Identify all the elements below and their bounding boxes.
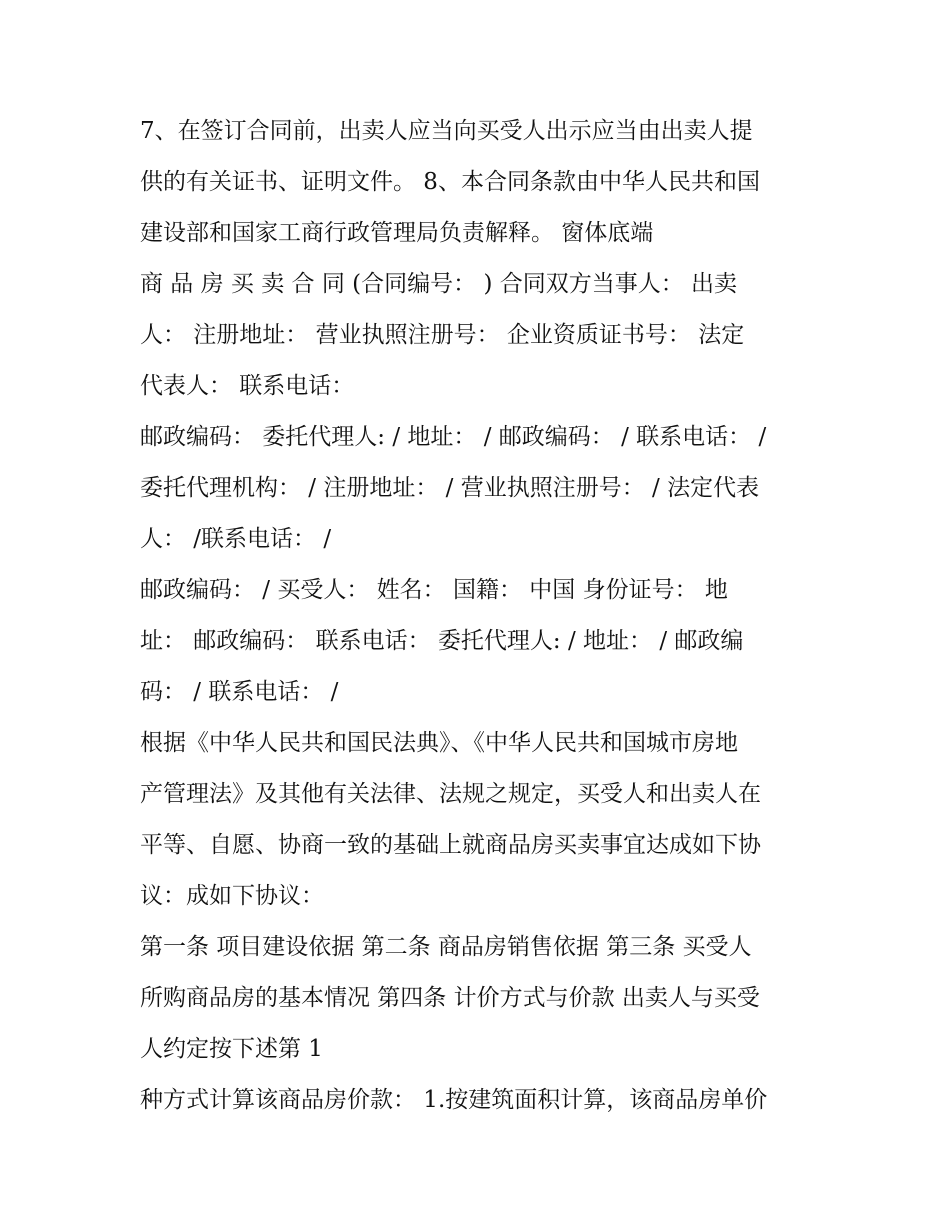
- text-line: 人： 注册地址： 营业执照注册号： 企业资质证书号： 法定: [140, 322, 745, 348]
- text-line: 产管理法》及其他有关法律、法规之规定，买受人和出卖人在: [140, 781, 761, 807]
- text-line: 人约定按下述第 1: [140, 1036, 323, 1062]
- text-line: 平等、自愿、协商一致的基础上就商品房买卖事宜达成如下协: [140, 832, 761, 858]
- text-line: 根据《中华人民共和国民法典》、《中华人民共和国城市房地: [140, 730, 738, 756]
- text-line: 所购商品房的基本情况 第四条 计价方式与价款 出卖人与买受: [140, 985, 760, 1011]
- text-line: 供的有关证书、证明文件。 8、本合同条款由中华人民共和国: [140, 169, 760, 195]
- text-line: 7、在签订合同前，出卖人应当向买受人出示应当由出卖人提: [140, 118, 753, 144]
- text-line: 邮政编码： 委托代理人: / 地址： / 邮政编码： / 联系电话： /: [140, 424, 767, 450]
- text-line: 委托代理机构： / 注册地址： / 营业执照注册号： / 法定代表: [140, 475, 760, 501]
- text-line: 址： 邮政编码： 联系电话： 委托代理人: / 地址： / 邮政编: [140, 628, 744, 654]
- contract-text: [140, 106, 820, 1126]
- text-line: 议：成如下协议：: [140, 883, 324, 909]
- text-line: 人： /联系电话： /: [140, 526, 332, 552]
- text-line: 邮政编码： / 买受人： 姓名： 国籍： 中国 身份证号： 地: [140, 577, 728, 603]
- text-line: 第一条 项目建设依据 第二条 商品房销售依据 第三条 买受人: [140, 934, 752, 960]
- text-line: 代表人： 联系电话：: [140, 373, 355, 399]
- text-line: 种方式计算该商品房价款： 1.按建筑面积计算，该商品房单价: [140, 1087, 768, 1113]
- text-line: 商 品 房 买 卖 合 同 (合同编号： ) 合同双方当事人： 出卖: [140, 271, 738, 297]
- text-line: 建设部和国家工商行政管理局负责解释。 窗体底端: [140, 220, 654, 246]
- text-line: 码： / 联系电话： /: [140, 679, 339, 705]
